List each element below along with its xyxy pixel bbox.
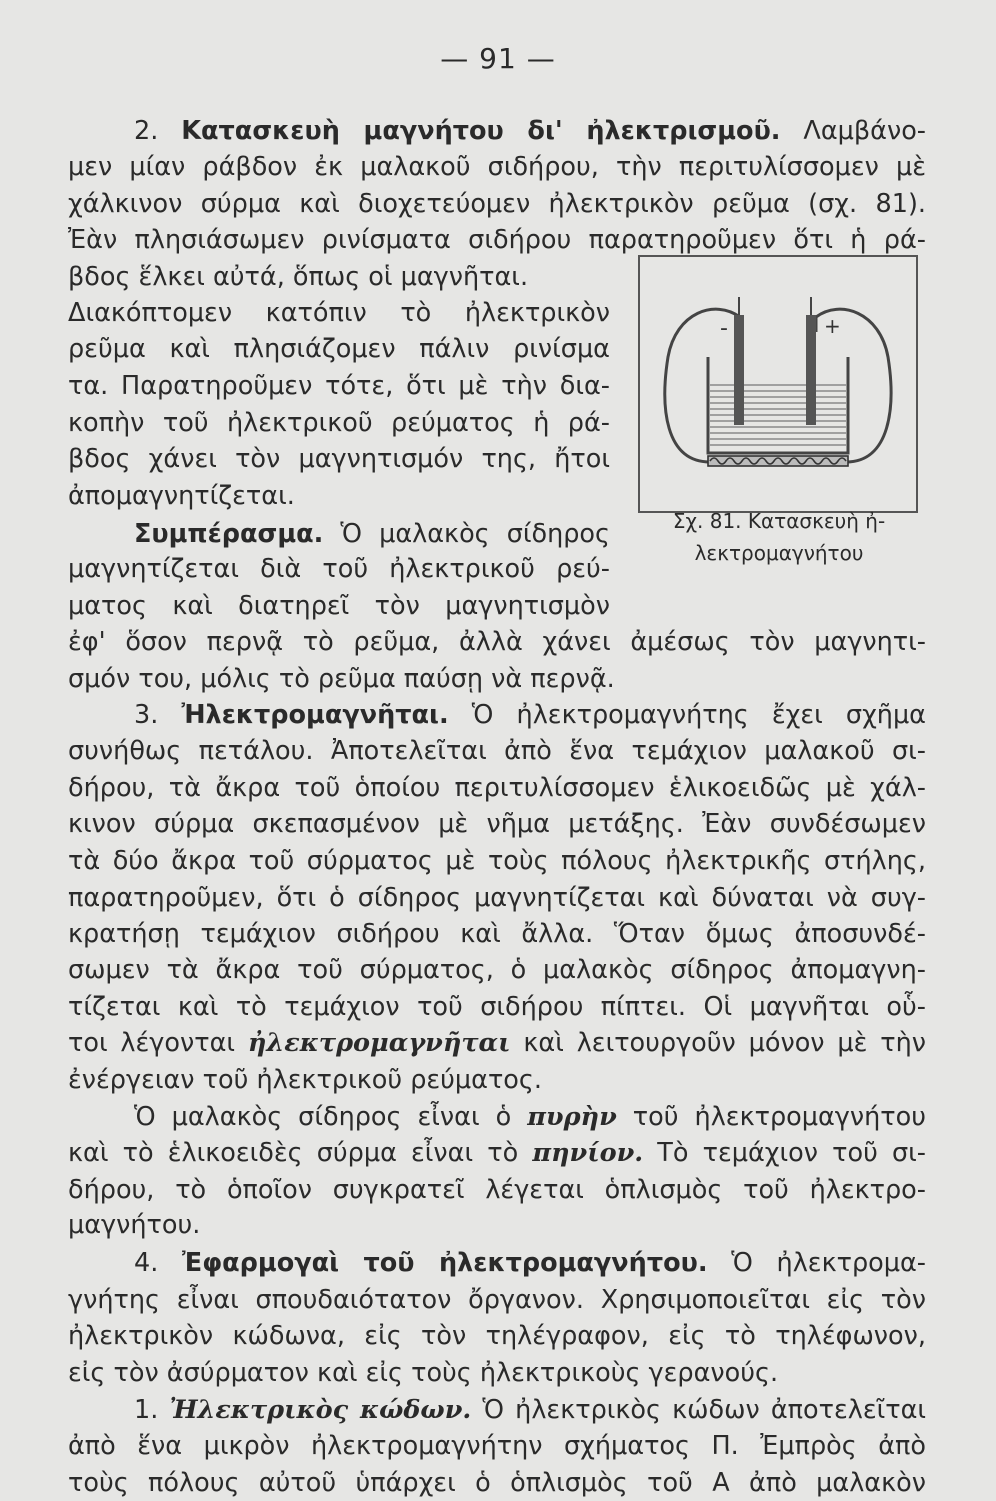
text-run: 3. (134, 700, 182, 730)
section-heading: Κατασκευὴ μαγνήτου δι' ἠλεκτρισμοῦ. (181, 116, 781, 146)
text-line (68, 331, 610, 367)
text-run: Ὁ ἠλεκτρικὸς κώδων ἀποτελεῖται (471, 1395, 927, 1425)
text-run: 1. (134, 1395, 170, 1425)
text-run: γνήτης εἶναι σπουδαιότατον ὄργανον. Χρησιμοποιεῖται εἰς τὸν (68, 1285, 926, 1315)
coil-icon (708, 456, 848, 466)
text-run: τίζεται καὶ τὸ τεμάχιον τοῦ σιδήρου πίπτει. Οἱ μαγνῆται οὗ- (68, 992, 926, 1022)
text-run: παρατηροῦμεν, ὅτι ὁ σίδηρος μαγνητίζεται καὶ δύναται νὰ συγ- (68, 883, 926, 913)
text-run: Διακόπτομεν κατόπιν τὸ ἠλεκτρικὸν (68, 298, 610, 328)
text-line (68, 989, 926, 1025)
figure-caption-line2: λεκτρομαγνήτου (694, 541, 864, 565)
text-line (68, 441, 610, 477)
section-heading: Ἠλεκτρομαγνῆται. (181, 700, 449, 730)
text-line (134, 516, 610, 552)
text-line (68, 733, 926, 769)
text-line (134, 697, 926, 733)
text-line (68, 1465, 926, 1501)
text-run: κοπὴν τοῦ ἠλεκτρικοῦ ρεύματος ἡ ρά- (68, 408, 610, 438)
text-run: τα. Παρατηροῦμεν τότε, ὅτι μὲ τὴν δια- (68, 371, 610, 401)
text-line (68, 1135, 926, 1171)
text-line (68, 1428, 926, 1464)
text-run: μαγνητίζεται διὰ τοῦ ἠλεκτρικοῦ ρεύ- (68, 554, 610, 584)
text-line (68, 624, 926, 660)
text-run: Ὁ ἠλεκτρομα- (707, 1248, 926, 1278)
text-line (68, 1282, 926, 1318)
text-line (68, 478, 610, 514)
text-line (68, 1318, 926, 1354)
page-number: — 91 — (440, 42, 556, 75)
text-line (68, 295, 610, 331)
text-run: μεν μίαν ράβδον ἐκ μαλακοῦ σιδήρου, τὴν περιτυλίσσομεν μὲ (68, 152, 926, 182)
text-line (68, 405, 610, 441)
text-line (68, 806, 926, 842)
text-line (68, 880, 926, 916)
text-run: κρατήσῃ τεμάχιον σιδήρου καὶ ἄλλα. Ὅταν ὅμως ἀποσυνδέ- (68, 919, 926, 949)
emphasis-term: πυρὴν (527, 1102, 617, 1132)
text-run: 4. (134, 1248, 183, 1278)
emphasis-term: ἠλεκτρομαγνῆται (247, 1028, 511, 1058)
text-line (68, 186, 926, 222)
text-run: συνήθως πετάλου. Ἀποτελεῖται ἀπὸ ἕνα τεμάχιον μαλακοῦ σι- (68, 736, 926, 766)
text-line (68, 661, 926, 697)
text-run: Ὁ ἠλεκτρομαγνήτης ἔχει σχῆμα (448, 700, 926, 730)
text-line (134, 1392, 926, 1428)
text-line (68, 149, 926, 185)
text-line (68, 222, 926, 258)
text-run: ρεῦμα καὶ πλησιάζομεν πάλιν ρινίσμα (68, 334, 610, 364)
text-run: δήρου, τὰ ἄκρα τοῦ ὁποίου περιτυλίσσομεν ἑλικοειδῶς μὲ χάλ- (68, 773, 926, 803)
text-run: βδος χάνει τὸν μαγνητισμόν της, ἤτοι (68, 444, 610, 474)
text-run: εἰς τὸν ἀσύρματον καὶ εἰς τοὺς ἠλεκτρικοὺς γερανούς. (68, 1358, 779, 1388)
text-run: ἐνέργειαν τοῦ ἠλεκτρικοῦ ρεύματος. (68, 1065, 542, 1095)
text-run: βδος ἕλκει αὐτά, ὅπως οἱ μαγνῆται. (68, 262, 529, 292)
text-run: Τὸ τεμάχιον τοῦ σι- (643, 1138, 926, 1168)
text-run: 2. (134, 116, 182, 146)
text-line (68, 1207, 926, 1243)
electromagnet-diagram (640, 257, 916, 511)
text-run: Ἐὰν πλησιάσωμεν ρινίσματα σιδήρου παρατηροῦμεν ὅτι ἡ ρά- (68, 225, 926, 255)
text-line (68, 368, 610, 404)
text-run: τοὺς πόλους αὐτοῦ ὑπάρχει ὁ ὁπλισμὸς τοῦ Α ἀπὸ μαλακὸν (68, 1468, 926, 1498)
text-run: τοι λέγονται (68, 1028, 248, 1058)
text-line (68, 551, 610, 587)
text-line (68, 916, 926, 952)
text-run: τὰ δύο ἄκρα τοῦ σύρματος μὲ τοὺς πόλους ἠλεκτρικῆς στήλης, (68, 846, 926, 876)
text-run: καὶ λειτουργοῦν μόνον μὲ τὴν (510, 1028, 927, 1058)
text-run: Ὁ μαλακὸς σίδηρος εἶναι ὁ (134, 1102, 528, 1132)
text-line (68, 1025, 926, 1061)
text-run: μαγνήτου. (68, 1210, 201, 1240)
text-run: ἐφ' ὅσον περνᾷ τὸ ρεῦμα, ἀλλὰ χάνει ἀμέσως τὸν μαγνητι- (68, 627, 926, 657)
text-run: σωμεν τὰ ἄκρα τοῦ σύρματος, ὁ μαλακὸς σίδηρος ἀπομαγνη- (68, 955, 926, 985)
emphasis-term: πηνίον. (532, 1138, 644, 1168)
figure-caption-line1: Σχ. 81. Κατασκευὴ ἠ- (672, 509, 886, 533)
text-run: σμόν του, μόλις τὸ ρεῦμα παύσῃ νὰ περνᾷ. (68, 664, 615, 694)
electrode-negative-icon (734, 315, 744, 425)
text-line (68, 843, 926, 879)
plus-label: + (824, 314, 841, 338)
text-line (68, 952, 926, 988)
text-run: κινον σύρμα σκεπασμένον μὲ νῆμα μετάξης. Ἐὰν συνδέσωμεν (68, 809, 926, 839)
minus-label: - (720, 316, 728, 341)
text-line (68, 588, 610, 624)
text-run: ἀπὸ ἕνα μικρὸν ἠλεκτρομαγνήτην σχήματος Π. Ἐμπρὸς ἀπὸ (68, 1431, 926, 1461)
text-line (68, 770, 926, 806)
electrode-positive-icon (806, 315, 816, 425)
text-run: χάλκινον σύρμα καὶ διοχετεύομεν ἠλεκτρικὸν ρεῦμα (σχ. 81). (68, 189, 926, 219)
text-line (134, 113, 926, 149)
text-line (68, 1355, 926, 1391)
text-run: ματος καὶ διατηρεῖ τὸν μαγνητισμὸν (68, 591, 610, 621)
text-run: δήρου, τὸ ὁποῖον συγκρατεῖ λέγεται ὁπλισμὸς τοῦ ἠλεκτρο- (68, 1175, 926, 1205)
text-line (68, 1172, 926, 1208)
text-run: καὶ τὸ ἑλικοειδὲς σύρμα εἶναι τὸ (68, 1138, 533, 1168)
text-run: ἀπομαγνητίζεται. (68, 481, 295, 511)
text-run: Λαμβάνο- (780, 116, 927, 146)
text-run: ἠλεκτρικὸν κώδωνα, εἰς τὸν τηλέγραφον, εἰς τὸ τηλέφωνον, (68, 1321, 926, 1351)
text-line (68, 259, 610, 295)
section-heading: Συμπέρασμα. (134, 519, 324, 549)
text-line (134, 1245, 926, 1281)
text-run: Ὁ μαλακὸς σίδηρος (323, 519, 610, 549)
section-heading: Ἐφαρμογαὶ τοῦ ἠλεκτρομαγνήτου. (182, 1248, 708, 1278)
text-run: τοῦ ἠλεκτρομαγνήτου (616, 1102, 926, 1132)
text-line (68, 1062, 926, 1098)
figure-81 (638, 255, 918, 513)
emphasis-term: Ἠλεκτρικὸς κώδων. (169, 1395, 472, 1425)
text-line (134, 1099, 926, 1135)
